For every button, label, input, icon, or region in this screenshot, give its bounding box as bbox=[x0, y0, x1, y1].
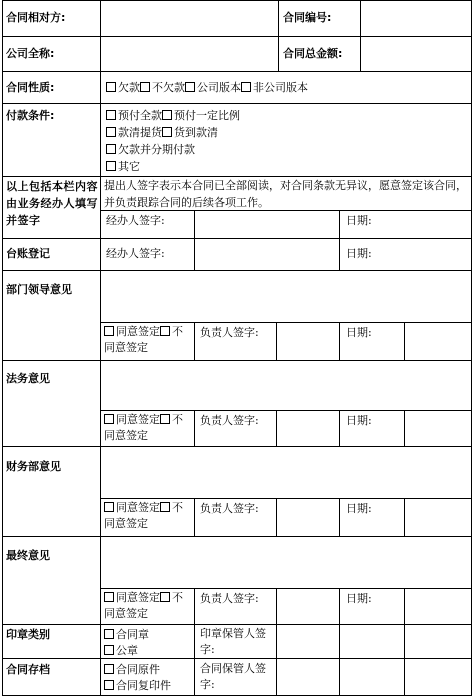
company-label: 公司全称: bbox=[6, 47, 55, 60]
rule bbox=[2, 446, 472, 447]
total-amount-field[interactable] bbox=[364, 45, 468, 62]
nature-option[interactable]: 不欠款 bbox=[140, 81, 185, 94]
rule bbox=[100, 498, 472, 499]
total-amount-label: 合同总金额: bbox=[283, 47, 343, 60]
checkbox-icon bbox=[104, 680, 114, 690]
checkbox-icon bbox=[162, 127, 172, 137]
rule bbox=[194, 410, 195, 446]
rule bbox=[339, 498, 340, 536]
final-date-label: 日期: bbox=[346, 592, 372, 605]
payment-option[interactable]: 预付全款 bbox=[106, 109, 162, 122]
rule bbox=[2, 360, 472, 361]
contract-number-label: 合同编号: bbox=[283, 11, 332, 24]
ledger-sign-field[interactable] bbox=[198, 245, 334, 262]
rule bbox=[194, 210, 195, 270]
dept-leader-date-label: 日期: bbox=[346, 326, 372, 339]
seal-keeper-sign-label: 印章保管人签字: bbox=[200, 627, 266, 656]
handler-sign-label: 经办人签字: bbox=[106, 214, 165, 227]
rule bbox=[2, 71, 472, 72]
checkbox-icon bbox=[104, 645, 114, 655]
nature-label: 合同性质: bbox=[6, 81, 55, 94]
rule bbox=[2, 36, 472, 37]
rule bbox=[276, 410, 277, 446]
payment-label: 付款条件: bbox=[6, 109, 55, 122]
checkbox-icon bbox=[104, 414, 114, 424]
handler-sign-field[interactable] bbox=[198, 212, 334, 229]
archive-keeper-sign-label: 合同保管人签字: bbox=[200, 662, 266, 691]
rule bbox=[278, 0, 279, 71]
rule bbox=[2, 0, 3, 696]
rule bbox=[194, 624, 195, 696]
final-opinion-label: 最终意见 bbox=[6, 549, 50, 562]
ledger-handler-label: 经办人签字: bbox=[106, 247, 165, 260]
checkbox-icon bbox=[241, 82, 251, 92]
agree-option[interactable]: 同意签定 bbox=[104, 325, 160, 338]
rule bbox=[276, 322, 277, 360]
rule bbox=[2, 536, 472, 537]
final-decision bbox=[104, 590, 192, 622]
contract-number-field[interactable] bbox=[364, 9, 468, 26]
agree-option[interactable]: 同意签定 bbox=[104, 413, 160, 426]
rule bbox=[100, 588, 472, 589]
rule bbox=[276, 588, 277, 624]
checkbox-icon bbox=[106, 127, 116, 137]
rule bbox=[404, 624, 405, 696]
ledger-date-label: 日期: bbox=[346, 247, 372, 260]
rule bbox=[404, 588, 405, 624]
rule bbox=[2, 624, 472, 625]
checkbox-icon bbox=[106, 161, 116, 171]
nature-option[interactable]: 公司版本 bbox=[185, 81, 241, 94]
rule bbox=[339, 624, 340, 696]
finance-date-label: 日期: bbox=[346, 502, 372, 515]
rule bbox=[360, 0, 361, 71]
checkbox-icon bbox=[185, 82, 195, 92]
legal-sign-label: 负责人签字: bbox=[200, 414, 259, 427]
signoff-statement: 提出人签字表示本合同已全部阅读，对合同条款无异议，愿意签定该合同，并负责跟踪合同的后续各项工作。 bbox=[104, 179, 467, 209]
rule bbox=[339, 210, 340, 270]
archive-label: 合同存档 bbox=[6, 663, 50, 676]
payment-option[interactable]: 款清提货 bbox=[106, 126, 162, 139]
agree-option[interactable]: 同意签定 bbox=[104, 591, 160, 604]
agree-option[interactable]: 同意签定 bbox=[104, 501, 160, 514]
disagree-option[interactable]: 不同意签定 bbox=[104, 591, 183, 620]
final-sign-label: 负责人签字: bbox=[200, 592, 259, 605]
rule bbox=[194, 498, 195, 536]
checkbox-icon bbox=[104, 326, 114, 336]
rule bbox=[100, 410, 472, 411]
seal-type-label: 印章类别 bbox=[6, 628, 50, 641]
checkbox-icon bbox=[160, 414, 170, 424]
party-field[interactable] bbox=[104, 9, 274, 26]
nature-option[interactable]: 非公司版本 bbox=[241, 81, 308, 94]
checkbox-icon bbox=[104, 664, 114, 674]
checkbox-icon bbox=[104, 502, 114, 512]
rule bbox=[2, 238, 472, 239]
finance-opinion-label: 财务部意见 bbox=[6, 460, 61, 473]
legal-date-label: 日期: bbox=[346, 414, 372, 427]
rule bbox=[2, 270, 472, 271]
archive-option[interactable]: 合同原件 bbox=[104, 661, 160, 678]
payment-option[interactable]: 预付一定比例 bbox=[162, 109, 240, 122]
checkbox-icon bbox=[140, 82, 150, 92]
payment-option[interactable]: 欠款并分期付款 bbox=[106, 143, 195, 156]
rule bbox=[194, 322, 195, 360]
nature-options bbox=[106, 79, 308, 96]
checkbox-icon bbox=[104, 592, 114, 602]
rule bbox=[339, 322, 340, 360]
payment-line bbox=[106, 107, 240, 124]
rule bbox=[404, 410, 405, 446]
rule bbox=[194, 588, 195, 624]
rule bbox=[2, 103, 472, 104]
rule bbox=[100, 322, 472, 323]
checkbox-icon bbox=[160, 326, 170, 336]
rule bbox=[471, 0, 472, 696]
seal-option[interactable]: 公章 bbox=[104, 642, 138, 659]
checkbox-icon bbox=[160, 502, 170, 512]
rule bbox=[404, 498, 405, 536]
seal-option[interactable]: 合同章 bbox=[104, 626, 149, 643]
legal-opinion-label: 法务意见 bbox=[6, 372, 50, 385]
archive-option[interactable]: 合同复印件 bbox=[104, 677, 171, 694]
dept-leader-opinion-label: 部门领导意见 bbox=[6, 283, 72, 296]
checkbox-icon bbox=[162, 110, 172, 120]
disagree-option[interactable]: 不同意签定 bbox=[104, 413, 183, 442]
dept-leader-decision bbox=[104, 324, 192, 356]
signoff-label: 以上包括本栏内容由业务经办人填写并签字 bbox=[6, 180, 98, 227]
payment-line bbox=[106, 141, 195, 158]
legal-decision bbox=[104, 412, 192, 444]
rule bbox=[404, 322, 405, 360]
rule bbox=[2, 658, 472, 659]
rule bbox=[339, 588, 340, 624]
payment-option[interactable]: 货到款清 bbox=[162, 126, 218, 139]
payment-option[interactable]: 其它 bbox=[106, 160, 140, 173]
finance-decision bbox=[104, 500, 192, 532]
rule bbox=[276, 624, 277, 696]
dept-leader-sign-label: 负责人签字: bbox=[200, 326, 259, 339]
nature-option[interactable]: 欠款 bbox=[106, 81, 140, 94]
payment-line bbox=[106, 124, 218, 141]
party-label: 合同相对方: bbox=[6, 11, 66, 24]
rule bbox=[2, 0, 472, 1]
rule bbox=[339, 410, 340, 446]
ledger-label: 台账登记 bbox=[6, 247, 50, 260]
company-field[interactable] bbox=[104, 45, 274, 62]
rule bbox=[100, 0, 101, 696]
checkbox-icon bbox=[160, 592, 170, 602]
checkbox-icon bbox=[104, 629, 114, 639]
rule bbox=[276, 498, 277, 536]
checkbox-icon bbox=[106, 144, 116, 154]
handler-date-label: 日期: bbox=[346, 214, 372, 227]
checkbox-icon bbox=[106, 110, 116, 120]
payment-line bbox=[106, 158, 140, 175]
disagree-option[interactable]: 不同意签定 bbox=[104, 501, 183, 530]
finance-sign-label: 负责人签字: bbox=[200, 502, 259, 515]
checkbox-icon bbox=[106, 82, 116, 92]
disagree-option[interactable]: 不同意签定 bbox=[104, 325, 183, 354]
